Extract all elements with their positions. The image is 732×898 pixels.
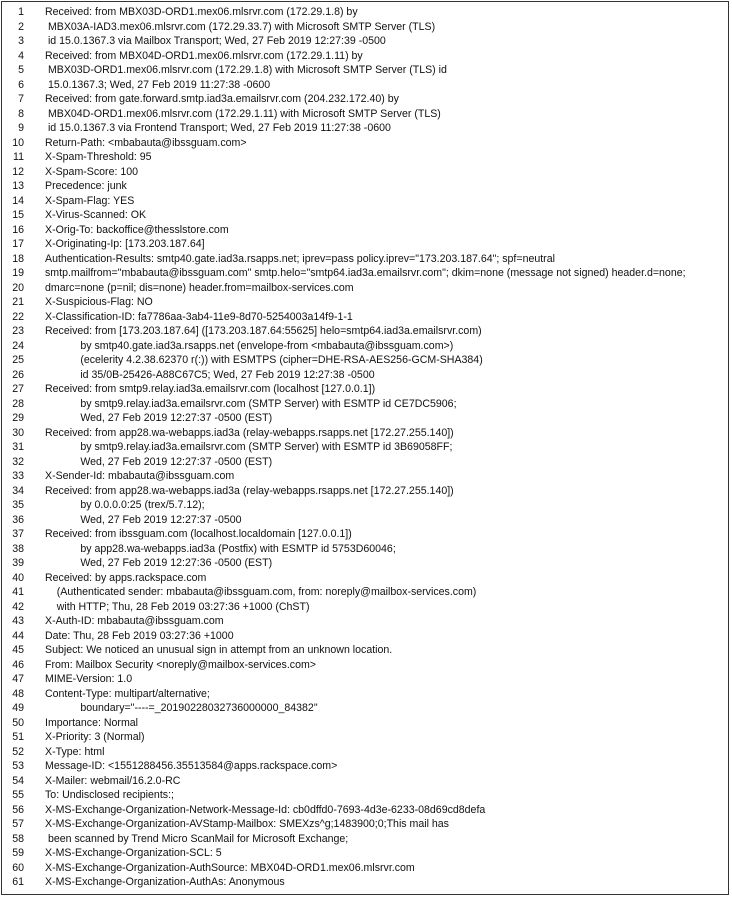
line-text: X-Spam-Threshold: 95 <box>45 151 152 163</box>
line-text: MIME-Version: 1.0 <box>45 673 133 685</box>
line-number: 19 <box>12 267 24 279</box>
line-text: id 35/0B-25426-A88C67C5; Wed, 27 Feb 2019 12:27:38 -0500 <box>45 368 375 381</box>
document-line <box>2 658 730 673</box>
document-line <box>2 397 730 412</box>
line-text: X-Auth-ID: mbabauta@ibssguam.com <box>45 615 224 627</box>
line-number: 57 <box>12 818 24 830</box>
line-text: Received: from [173.203.187.64] ([173.203.187.64:55625] helo=smtp64.iad3a.emailsrvr.com) <box>45 325 482 337</box>
line-text: Importance: Normal <box>45 716 139 729</box>
document-line <box>2 5 730 20</box>
document-line <box>2 803 730 818</box>
line-text: X-Suspicious-Flag: NO <box>45 296 153 308</box>
document-line <box>2 107 730 122</box>
document-line <box>2 194 730 209</box>
document-line <box>2 324 730 339</box>
line-number: 60 <box>12 861 24 874</box>
document-line <box>2 817 730 832</box>
line-text: X-Virus-Scanned: OK <box>45 209 147 221</box>
line-text: Received: from ibssguam.com (localhost.localdomain [127.0.0.1]) <box>45 528 352 540</box>
document-line <box>2 179 730 194</box>
document-line <box>2 208 730 223</box>
line-text: dmarc=none (p=nil; dis=none) header.from=mailbox-services.com <box>45 281 354 294</box>
document-line <box>2 614 730 629</box>
line-number: 55 <box>12 789 24 801</box>
document-line <box>2 875 730 890</box>
line-number: 5 <box>18 64 24 76</box>
document-line <box>2 672 730 687</box>
line-text: Subject: We noticed an unusual sign in attempt from an unknown location. <box>45 644 393 656</box>
line-number: 12 <box>12 165 24 178</box>
line-text: (ecelerity 4.2.38.62370 r(:)) with ESMTPS (cipher=DHE-RSA-AES256-GCM-SHA384) <box>45 354 483 366</box>
line-text: X-Spam-Score: 100 <box>45 165 139 178</box>
line-text: with HTTP; Thu, 28 Feb 2019 03:27:36 +1000 (ChST) <box>45 600 310 613</box>
line-text: Date: Thu, 28 Feb 2019 03:27:36 +1000 <box>45 629 234 642</box>
document-line <box>2 759 730 774</box>
line-text: by smtp9.relay.iad3a.emailsrvr.com (SMTP Server) with ESMTP id 3B69058FF; <box>45 441 453 453</box>
line-number: 34 <box>12 484 24 497</box>
line-text: X-MS-Exchange-Organization-AuthSource: MBX04D-ORD1.mex06.mlsrvr.com <box>45 861 415 874</box>
line-text: To: Undisclosed recipients:; <box>45 789 174 801</box>
document-frame <box>1 1 729 895</box>
line-number: 53 <box>12 760 24 772</box>
line-number: 18 <box>12 252 24 265</box>
document-line <box>2 788 730 803</box>
line-number: 43 <box>12 615 24 627</box>
line-number: 11 <box>13 151 24 163</box>
document-line <box>2 20 730 35</box>
line-text: Wed, 27 Feb 2019 12:27:37 -0500 <box>45 513 242 526</box>
line-text: X-MS-Exchange-Organization-AuthAs: Anonymous <box>45 876 285 888</box>
line-text: From: Mailbox Security <noreply@mailbox-services.com> <box>45 658 316 671</box>
line-number: 44 <box>12 629 24 642</box>
line-number: 33 <box>12 470 24 482</box>
line-number: 1 <box>18 6 24 18</box>
document-line <box>2 498 730 513</box>
document-line <box>2 571 730 586</box>
line-number: 16 <box>12 223 24 236</box>
line-number: 49 <box>12 702 24 714</box>
document-line <box>2 556 730 571</box>
document-line <box>2 78 730 93</box>
line-number: 26 <box>12 368 24 381</box>
document-line <box>2 600 730 615</box>
line-text: id 15.0.1367.3 via Frontend Transport; Wed, 27 Feb 2019 11:27:38 -0600 <box>45 122 391 134</box>
line-text: X-MS-Exchange-Organization-SCL: 5 <box>45 847 222 859</box>
line-number: 46 <box>12 658 24 671</box>
document-line <box>2 542 730 557</box>
line-text: MBX03D-ORD1.mex06.mlsrvr.com (172.29.1.8) with Microsoft SMTP Server (TLS) id <box>45 64 447 76</box>
document-line <box>2 121 730 136</box>
line-number: 20 <box>12 281 24 294</box>
document-line <box>2 252 730 267</box>
line-text: Received: from MBX03D-ORD1.mex06.mlsrvr.com (172.29.1.8) by <box>45 6 358 18</box>
document-line <box>2 484 730 499</box>
line-text: Received: by apps.rackspace.com <box>45 571 207 584</box>
line-text: Received: from MBX04D-ORD1.mex06.mlsrvr.com (172.29.1.11) by <box>45 49 363 62</box>
document-line <box>2 730 730 745</box>
line-number: 21 <box>12 296 24 308</box>
line-text: Precedence: junk <box>45 180 127 192</box>
document-line <box>2 716 730 731</box>
line-number: 29 <box>12 412 24 424</box>
document-line <box>2 295 730 310</box>
line-text: by app28.wa-webapps.iad3a (Postfix) with ESMTP id 5753D60046; <box>45 542 396 555</box>
line-number: 39 <box>12 557 24 569</box>
line-text: Received: from smtp9.relay.iad3a.emailsrvr.com (localhost [127.0.0.1]) <box>45 383 376 395</box>
line-number: 2 <box>18 20 24 33</box>
line-text: X-Type: html <box>45 745 105 758</box>
line-text: Wed, 27 Feb 2019 12:27:37 -0500 (EST) <box>45 412 273 424</box>
document-line <box>2 368 730 383</box>
document-line <box>2 774 730 789</box>
line-number: 54 <box>12 774 24 787</box>
line-number: 32 <box>12 455 24 468</box>
line-number: 25 <box>12 354 24 366</box>
line-text: Message-ID: <1551288456.35513584@apps.rackspace.com> <box>45 760 338 772</box>
document-line <box>2 223 730 238</box>
document-line <box>2 629 730 644</box>
document-line <box>2 165 730 180</box>
document-line <box>2 687 730 702</box>
document-line <box>2 353 730 368</box>
line-number: 38 <box>12 542 24 555</box>
document-line <box>2 411 730 426</box>
document-line <box>2 643 730 658</box>
line-text: MBX04D-ORD1.mex06.mlsrvr.com (172.29.1.11) with Microsoft SMTP Server (TLS) <box>45 107 441 120</box>
line-number: 35 <box>12 499 24 511</box>
line-number: 37 <box>12 528 24 540</box>
line-number: 45 <box>12 644 24 656</box>
line-text: smtp.mailfrom="mbabauta@ibssguam.com" smtp.helo="smtp64.iad3a.emailsrvr.com"; dkim=none (message not signed) header.d=none; <box>45 267 686 279</box>
document-line <box>2 440 730 455</box>
document-line <box>2 701 730 716</box>
line-text: X-MS-Exchange-Organization-AVStamp-Mailbox: SMEXzs^g;1483900;0;This mail has <box>45 818 449 830</box>
document-line <box>2 832 730 847</box>
line-number: 41 <box>12 586 24 598</box>
line-text: by smtp9.relay.iad3a.emailsrvr.com (SMTP Server) with ESMTP id CE7DC5906; <box>45 397 457 410</box>
document-line <box>2 426 730 441</box>
document-line <box>2 339 730 354</box>
document-line <box>2 861 730 876</box>
document-line <box>2 63 730 78</box>
document-line <box>2 136 730 151</box>
line-text: 15.0.1367.3; Wed, 27 Feb 2019 11:27:38 -0600 <box>45 78 271 91</box>
line-text: Wed, 27 Feb 2019 12:27:36 -0500 (EST) <box>45 557 273 569</box>
document-line <box>2 92 730 107</box>
header-lines <box>2 5 730 890</box>
line-text: X-Spam-Flag: YES <box>45 194 135 207</box>
line-text: X-MS-Exchange-Organization-Network-Message-Id: cb0dffd0-7693-4d3e-6233-08d69cd8defa <box>45 803 486 816</box>
line-text: by smtp40.gate.iad3a.rsapps.net (envelope-from <mbabauta@ibssguam.com>) <box>45 339 454 352</box>
document-line <box>2 469 730 484</box>
line-text: been scanned by Trend Micro ScanMail for Microsoft Exchange; <box>45 832 349 845</box>
line-text: Received: from app28.wa-webapps.iad3a (relay-webapps.rsapps.net [172.27.255.140]) <box>45 426 454 439</box>
document-line <box>2 585 730 600</box>
line-text: X-Mailer: webmail/16.2.0-RC <box>45 774 181 787</box>
line-number: 48 <box>12 687 24 700</box>
line-text: Received: from gate.forward.smtp.iad3a.emailsrvr.com (204.232.172.40) by <box>45 93 399 105</box>
line-number: 51 <box>12 731 24 743</box>
line-text: MBX03A-IAD3.mex06.mlsrvr.com (172.29.33.7) with Microsoft SMTP Server (TLS) <box>45 20 436 33</box>
line-number: 14 <box>12 194 24 207</box>
document-line <box>2 49 730 64</box>
line-number: 58 <box>12 832 24 845</box>
line-number: 31 <box>12 441 24 453</box>
line-text: Authentication-Results: smtp40.gate.iad3a.rsapps.net; iprev=pass policy.iprev="173.203.187.64"; spf=neutral <box>45 252 555 265</box>
line-text: X-Originating-Ip: [173.203.187.64] <box>45 238 205 250</box>
document-line <box>2 34 730 49</box>
line-number: 9 <box>18 122 24 134</box>
document-line <box>2 455 730 470</box>
line-text: boundary="----=_20190228032736000000_84382" <box>45 702 318 714</box>
document-line <box>2 266 730 281</box>
line-number: 36 <box>12 513 24 526</box>
line-number: 10 <box>12 136 24 149</box>
line-number: 30 <box>12 426 24 439</box>
document-line <box>2 237 730 252</box>
document-line <box>2 745 730 760</box>
line-text: X-Sender-Id: mbabauta@ibssguam.com <box>45 470 235 482</box>
line-text: Content-Type: multipart/alternative; <box>45 687 210 700</box>
document-line <box>2 310 730 325</box>
line-number: 59 <box>12 847 24 859</box>
line-number: 13 <box>12 180 24 192</box>
line-text: Received: from app28.wa-webapps.iad3a (relay-webapps.rsapps.net [172.27.255.140]) <box>45 484 454 497</box>
document-line <box>2 382 730 397</box>
line-number: 3 <box>18 35 24 47</box>
line-number: 22 <box>12 310 24 323</box>
line-number: 61 <box>12 876 24 888</box>
line-number: 8 <box>18 107 24 120</box>
line-number: 7 <box>18 93 24 105</box>
line-number: 47 <box>12 673 24 685</box>
document-line <box>2 527 730 542</box>
line-number: 23 <box>12 325 24 337</box>
line-number: 24 <box>12 339 24 352</box>
line-text: X-Priority: 3 (Normal) <box>45 731 145 743</box>
line-number: 50 <box>12 716 24 729</box>
line-number: 15 <box>12 209 24 221</box>
line-text: (Authenticated sender: mbabauta@ibssguam.com, from: noreply@mailbox-services.com) <box>45 586 477 598</box>
document-line <box>2 513 730 528</box>
line-text: id 15.0.1367.3 via Mailbox Transport; Wed, 27 Feb 2019 12:27:39 -0500 <box>45 35 386 47</box>
line-text: Wed, 27 Feb 2019 12:27:37 -0500 (EST) <box>45 455 273 468</box>
line-text: by 0.0.0.0:25 (trex/5.7.12); <box>45 499 205 511</box>
line-number: 56 <box>12 803 24 816</box>
line-text: X-Classification-ID: fa7786aa-3ab4-11e9-8d70-5254003a14f9-1-1 <box>45 310 353 323</box>
line-number: 42 <box>12 600 24 613</box>
line-number: 17 <box>12 238 24 250</box>
line-number: 52 <box>12 745 24 758</box>
line-number: 28 <box>12 397 24 410</box>
document-line <box>2 150 730 165</box>
document-line <box>2 846 730 861</box>
line-number: 6 <box>18 78 24 91</box>
line-text: X-Orig-To: backoffice@thesslstore.com <box>45 223 229 236</box>
line-text: Return-Path: <mbabauta@ibssguam.com> <box>45 136 247 149</box>
line-number: 4 <box>18 49 24 62</box>
document-line <box>2 281 730 296</box>
line-number: 27 <box>12 383 24 395</box>
line-number: 40 <box>12 571 24 584</box>
